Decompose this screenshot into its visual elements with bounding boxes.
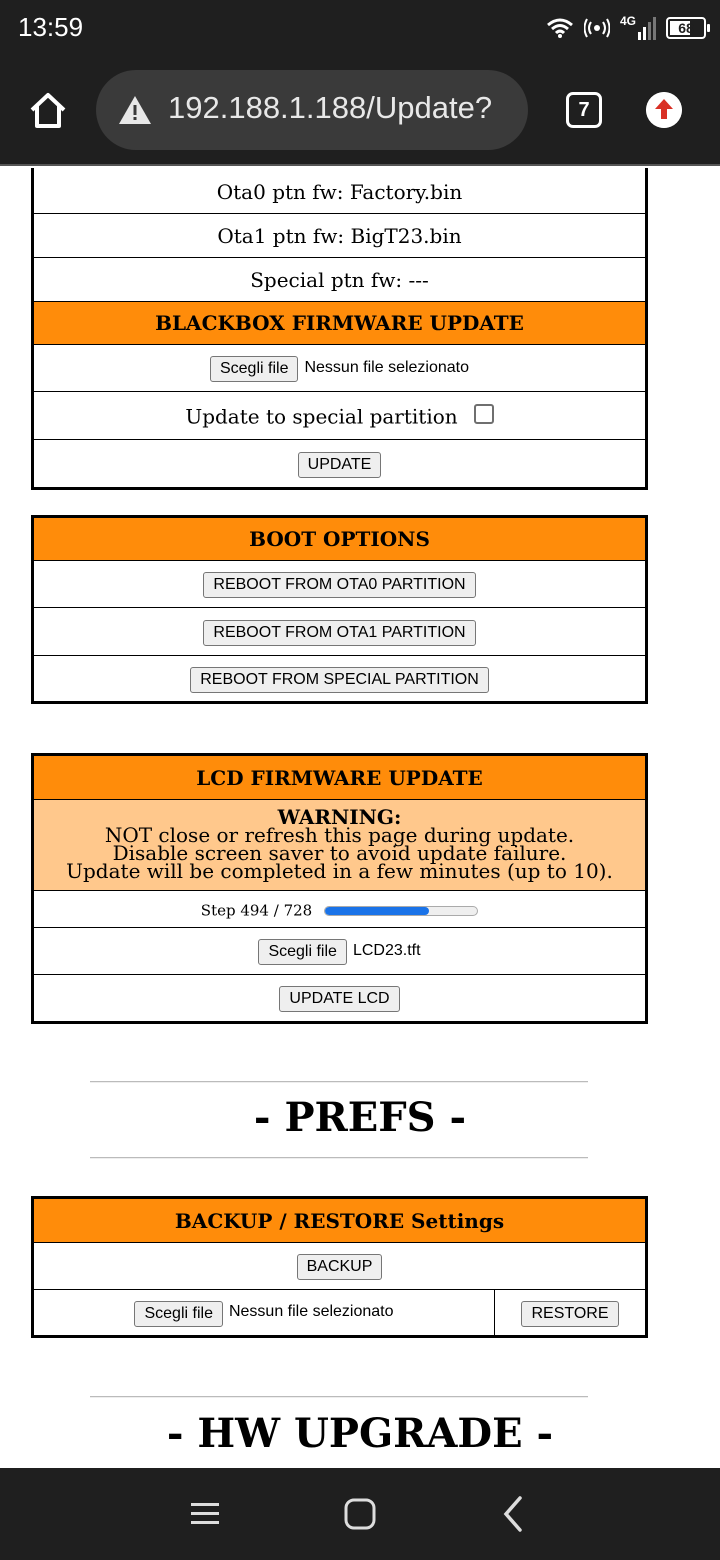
special-partition-info: Special ptn fw: --- xyxy=(33,258,647,302)
battery-icon xyxy=(666,17,706,39)
status-time: 13:59 xyxy=(18,12,84,42)
choose-file-button[interactable]: Scegli file xyxy=(210,356,298,382)
page-content xyxy=(0,168,720,1468)
lcd-choose-file-button[interactable]: Scegli file xyxy=(258,939,346,965)
back-icon[interactable] xyxy=(492,1492,536,1536)
hotspot-icon xyxy=(584,18,610,38)
battery-level: 68 xyxy=(678,20,694,36)
backup-button[interactable]: BACKUP xyxy=(297,1254,383,1280)
ota1-partition-info: Ota1 ptn fw: BigT23.bin xyxy=(33,214,647,258)
prefs-title: - PREFS - xyxy=(253,1094,467,1141)
restore-button[interactable]: RESTORE xyxy=(521,1301,618,1327)
prefs-bottom-divider xyxy=(90,1157,588,1159)
lcd-update-header: LCD FIRMWARE UPDATE xyxy=(33,755,647,800)
home-icon[interactable] xyxy=(26,88,70,132)
browser-toolbar xyxy=(0,56,720,166)
system-navigation-bar xyxy=(0,1468,720,1560)
status-bar xyxy=(0,0,720,56)
selected-file-label: Nessun file selezionato xyxy=(304,358,470,376)
update-row xyxy=(33,440,647,489)
boot-options-header: BOOT OPTIONS xyxy=(33,517,647,561)
lcd-selected-file-label: LCD23.tft xyxy=(352,941,421,959)
boot-options-table xyxy=(31,515,648,704)
special-partition-label: Update to special partition xyxy=(185,404,458,429)
warning-title: WARNING: xyxy=(277,805,402,829)
status-icons xyxy=(546,14,706,42)
backup-restore-header: BACKUP / RESTORE Settings xyxy=(33,1198,647,1243)
backup-restore-table xyxy=(31,1196,648,1338)
browser-update-icon[interactable] xyxy=(646,92,682,128)
reboot-special-button[interactable]: REBOOT FROM SPECIAL PARTITION xyxy=(190,667,489,693)
special-partition-row xyxy=(33,392,647,440)
ota0-partition-info: Ota0 ptn fw: Factory.bin xyxy=(33,168,647,214)
warning-line-2: Disable screen saver to avoid update failure. xyxy=(112,841,567,865)
address-bar[interactable] xyxy=(96,70,528,150)
lcd-warning xyxy=(33,800,647,891)
step-counter: Step 494 / 728 xyxy=(200,901,313,920)
restore-file-cell xyxy=(33,1290,495,1337)
reboot-ota0-button[interactable]: REBOOT FROM OTA0 PARTITION xyxy=(203,572,475,598)
prefs-top-divider xyxy=(90,1081,588,1083)
lcd-progress-fill xyxy=(325,907,428,915)
update-button[interactable]: UPDATE xyxy=(298,452,382,478)
wifi-icon xyxy=(546,17,574,39)
hw-upgrade-title: - HW UPGRADE - xyxy=(166,1410,554,1457)
signal-4g-icon: 4G xyxy=(620,16,656,40)
warning-line-1: NOT close or refresh this page during update. xyxy=(104,823,575,847)
warning-line-3: Update will be completed in a few minutes (up to 10). xyxy=(66,859,613,883)
not-secure-warning-icon[interactable] xyxy=(118,94,152,126)
lcd-firmware-table xyxy=(31,753,648,1024)
progress-row xyxy=(33,891,647,928)
restore-selected-file-label: Nessun file selezionato xyxy=(228,1303,394,1320)
blackbox-update-header: BLACKBOX FIRMWARE UPDATE xyxy=(33,302,647,345)
recent-apps-icon[interactable] xyxy=(183,1492,227,1536)
home-nav-icon[interactable] xyxy=(338,1492,382,1536)
blackbox-firmware-table xyxy=(31,168,648,490)
restore-choose-file-button[interactable]: Scegli file xyxy=(134,1301,222,1327)
special-partition-checkbox[interactable] xyxy=(474,404,494,424)
url-text[interactable]: 192.188.1.188/Update? xyxy=(168,90,493,125)
lcd-progress-bar xyxy=(324,906,478,916)
lcd-file-row xyxy=(33,928,647,975)
hw-upgrade-divider xyxy=(90,1396,588,1398)
blackbox-file-row xyxy=(33,345,647,392)
update-lcd-button[interactable]: UPDATE LCD xyxy=(279,986,399,1012)
tab-switcher-button[interactable]: 7 xyxy=(566,92,602,128)
reboot-ota1-button[interactable]: REBOOT FROM OTA1 PARTITION xyxy=(203,620,475,646)
